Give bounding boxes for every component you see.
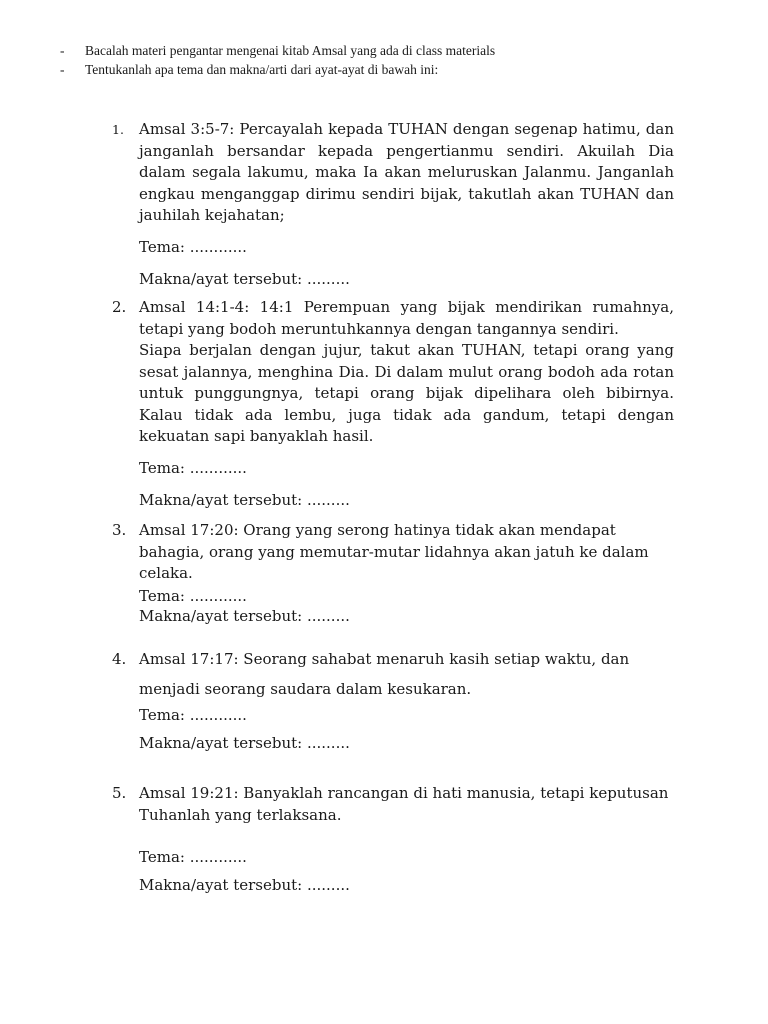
instruction-text: Bacalah materi pengantar mengenai kitab Amsal yang ada di class materials xyxy=(85,43,496,58)
question-number: 3. xyxy=(112,521,127,539)
tema-field: Tema: ............ xyxy=(139,459,247,477)
instruction-text: Tentukanlah apa tema dan makna/arti dari ayat-ayat di bawah ini: xyxy=(85,62,439,77)
question-4 xyxy=(112,649,674,700)
makna-field: Makna/ayat tersebut: ......... xyxy=(139,491,350,509)
question-text xyxy=(139,649,674,700)
question-number: 5. xyxy=(112,784,127,802)
instructions-list xyxy=(60,41,740,79)
question-5 xyxy=(112,783,674,826)
instruction-item xyxy=(60,41,740,60)
question-text xyxy=(139,297,674,448)
question-text xyxy=(139,783,674,826)
verse-paragraph: Amsal 3:5-7: Percayalah kepada TUHAN dengan segenap hatimu, dan janganlah bersandar kepada pengertianmu sendiri. Akuilah Dia dalam segala lakumu, maka Ia akan meluruskan Jalanmu. Janganlah engkau menganggap dirimu sendiri bijak, takutlah akan TUHAN dan jauhilah kejahatan; xyxy=(139,120,674,224)
question-text xyxy=(139,520,674,585)
makna-field: Makna/ayat tersebut: ......... xyxy=(139,876,350,894)
tema-field: Tema: ............ xyxy=(139,706,247,724)
tema-field: Tema: ............ xyxy=(139,238,247,256)
verse-paragraph: Amsal 17:17: Seorang sahabat menaruh kasih setiap waktu, dan xyxy=(139,650,630,668)
question-3 xyxy=(112,520,674,585)
question-number: 1. xyxy=(112,122,124,137)
verse-paragraph: Amsal 17:20: Orang yang serong hatinya tidak akan mendapat bahagia, orang yang memutar-mutar lidahnya akan jatuh ke dalam celaka. xyxy=(139,521,649,582)
verse-paragraph: menjadi seorang saudara dalam kesukaran. xyxy=(139,679,472,698)
instruction-bullet: - xyxy=(60,62,65,77)
question-number: 4. xyxy=(112,650,127,668)
instruction-bullet: - xyxy=(60,43,65,58)
tema-field: Tema: ............ xyxy=(139,587,247,605)
verse-paragraph: Amsal 19:21: Banyaklah rancangan di hati manusia, tetapi keputusan Tuhanlah yang terlaksana. xyxy=(139,784,669,824)
makna-field: Makna/ayat tersebut: ......... xyxy=(139,270,350,288)
question-number: 2. xyxy=(112,298,127,316)
question-2 xyxy=(112,297,674,448)
question-text xyxy=(139,119,674,227)
makna-field: Makna/ayat tersebut: ......... xyxy=(139,734,350,752)
question-1 xyxy=(112,119,674,227)
makna-field: Makna/ayat tersebut: ......... xyxy=(139,607,350,625)
verse-paragraph: Amsal 14:1-4: 14:1 Perempuan yang bijak mendirikan rumahnya, tetapi yang bodoh meruntuhkannya dengan tangannya sendiri. xyxy=(139,298,674,338)
instruction-item xyxy=(60,60,740,79)
tema-field: Tema: ............ xyxy=(139,848,247,866)
verse-paragraph: Siapa berjalan dengan jujur, takut akan TUHAN, tetapi orang yang sesat jalannya, menghina Dia. Di dalam mulut orang bodoh ada rotan untuk punggungnya, tetapi orang bijak dipelihara oleh bibirnya. Kalau tidak ada lembu, juga tidak ada gandum, tetapi dengan kekuatan sapi banyaklah hasil. xyxy=(139,341,674,445)
